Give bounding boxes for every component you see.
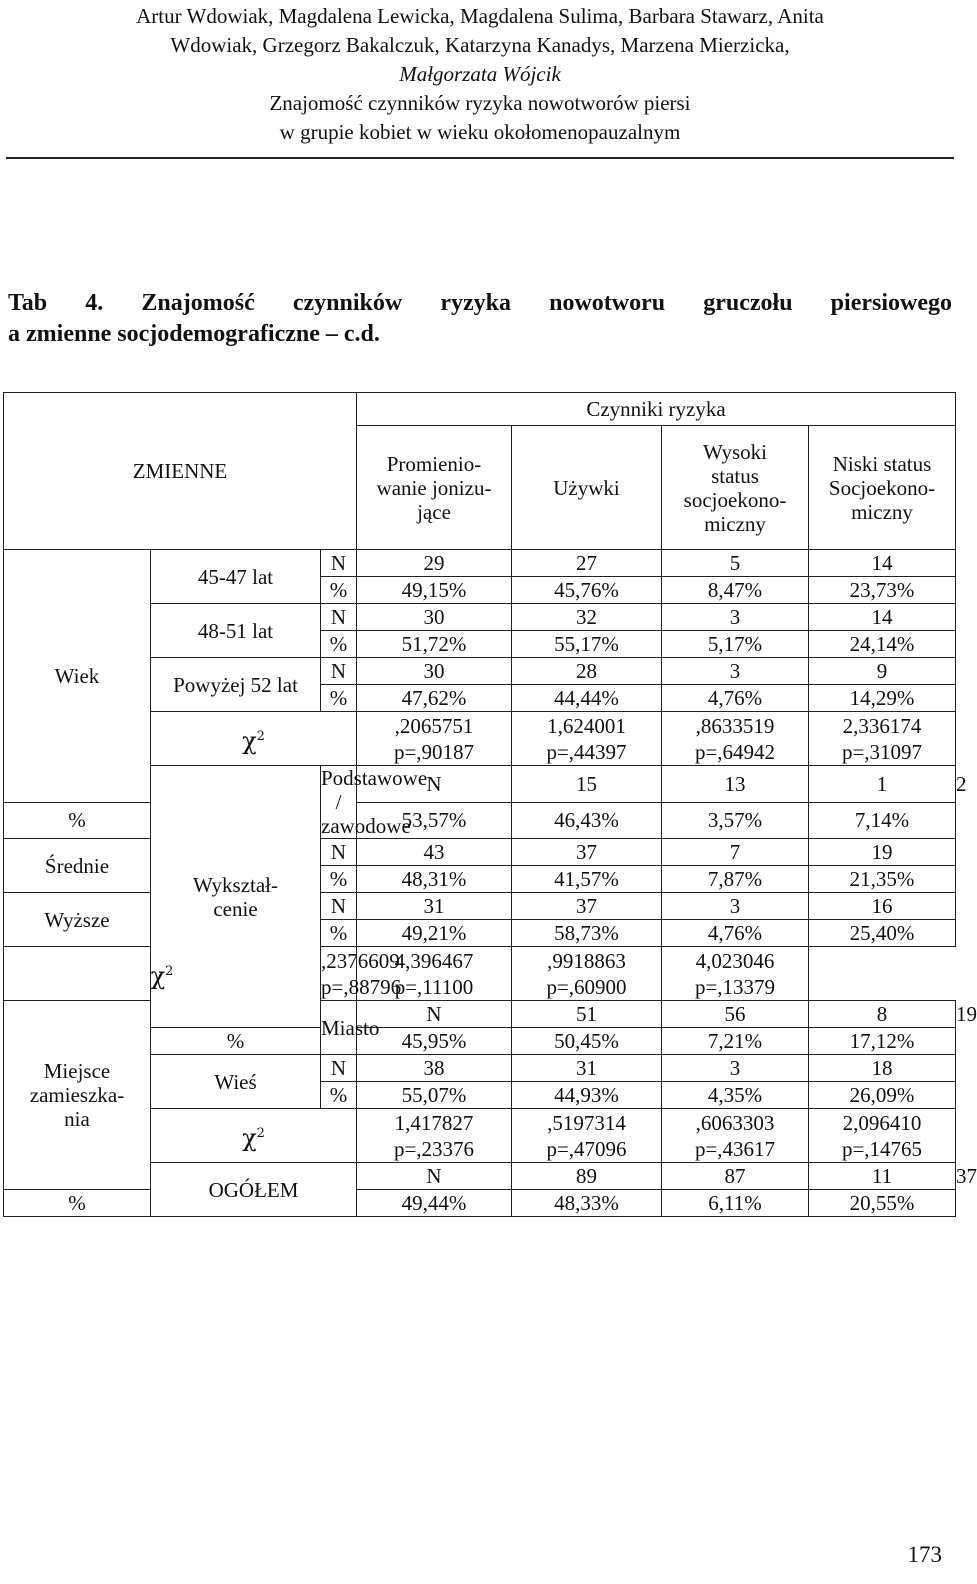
table-cell: 49,44% <box>357 1190 512 1217</box>
table-cell: 46,43% <box>512 802 662 839</box>
table-cell: ,5197314 p=,47096 <box>512 1109 662 1163</box>
table-cell: 28 <box>512 658 662 685</box>
table-cell: 20,55% <box>809 1190 956 1217</box>
table-cell: 4,76% <box>662 920 809 947</box>
table-cell: 3 <box>662 893 809 920</box>
article-title-line-2: w grupie kobiet w wieku okołomenopauzalnym <box>279 120 681 144</box>
chi-square-label: $\chi^2$ <box>151 1109 357 1163</box>
header-rule <box>6 157 954 159</box>
table-cell: 15 <box>512 766 662 803</box>
table-cell: 30 <box>357 658 512 685</box>
category-label: Wieś <box>151 1055 321 1109</box>
col-header-uzywki: Używki <box>512 426 662 550</box>
table-cell: 41,57% <box>512 866 662 893</box>
page-number: 173 <box>907 1542 942 1567</box>
table-cell: ,2065751 p=,90187 <box>357 712 512 766</box>
group-wiek: Wiek <box>4 550 151 803</box>
category-label: Średnie <box>4 839 151 893</box>
table-cell: 32 <box>512 604 662 631</box>
table-cell: 49,15% <box>357 577 512 604</box>
chi-square-label: $\chi^2$ <box>151 712 357 766</box>
table-cell: 14 <box>809 550 956 577</box>
table-cell: 4,396467 p=,11100 <box>357 947 512 1001</box>
table-cell: 30 <box>357 604 512 631</box>
category-label: Miasto <box>321 1001 357 1055</box>
table-cell: 7,87% <box>662 866 809 893</box>
table-cell: 8 <box>809 1001 956 1028</box>
table-cell: 19 <box>809 839 956 866</box>
row-type: % <box>4 1190 151 1217</box>
table-cell: 45,76% <box>512 577 662 604</box>
authors-line-3: Małgorzata Wójcik <box>399 62 561 86</box>
row-type: N <box>321 1055 357 1082</box>
table-cell: 50,45% <box>512 1028 662 1055</box>
table-cell: ,9918863 p=,60900 <box>512 947 662 1001</box>
caption-line-1: Tab 4. Znajomość czynników ryzyka nowotworu gruczołu piersiowego <box>8 290 952 316</box>
table-cell: 51 <box>512 1001 662 1028</box>
table-cell: 24,14% <box>809 631 956 658</box>
table-cell: 48,33% <box>512 1190 662 1217</box>
table-cell: 3 <box>662 604 809 631</box>
row-type: % <box>321 631 357 658</box>
table-cell: 4,76% <box>662 685 809 712</box>
table-cell: 6,11% <box>662 1190 809 1217</box>
table-cell: 51,72% <box>357 631 512 658</box>
table-cell: 27 <box>512 550 662 577</box>
table-cell: 26,09% <box>809 1082 956 1109</box>
table-cell: 31 <box>512 1055 662 1082</box>
table-cell: 4,023046 p=,13379 <box>662 947 809 1001</box>
row-type: N <box>321 550 357 577</box>
category-label: Wyższe <box>4 893 151 947</box>
table-cell: 44,44% <box>512 685 662 712</box>
table-cell: 43 <box>357 839 512 866</box>
table-cell: 5,17% <box>662 631 809 658</box>
row-type: N <box>321 658 357 685</box>
group-wyksztalcenie: Wykształ- cenie <box>151 766 321 1028</box>
table-cell: 31 <box>357 893 512 920</box>
table-cell: 4,35% <box>662 1082 809 1109</box>
table-cell: 2,096410 p=,14765 <box>809 1109 956 1163</box>
table-cell: 9 <box>809 658 956 685</box>
table-cell: ,8633519 p=,64942 <box>662 712 809 766</box>
table-cell: 48,31% <box>357 866 512 893</box>
row-type: % <box>321 866 357 893</box>
table-cell: 3,57% <box>662 802 809 839</box>
table-cell: 17,12% <box>809 1028 956 1055</box>
row-type: % <box>321 577 357 604</box>
table-cell: 38 <box>357 1055 512 1082</box>
table-cell: 58,73% <box>512 920 662 947</box>
col-header-niski-status: Niski status Socjoekono- miczny <box>809 426 956 550</box>
row-type: N <box>357 1001 512 1028</box>
table-cell: 1 <box>809 766 956 803</box>
table-cell: 3 <box>662 1055 809 1082</box>
table-cell: 18 <box>809 1055 956 1082</box>
table-cell: 29 <box>357 550 512 577</box>
table-cell: 16 <box>809 893 956 920</box>
table-cell: ,6063303 p=,43617 <box>662 1109 809 1163</box>
article-title-line-1: Znajomość czynników ryzyka nowotworów piersi <box>269 91 691 115</box>
row-type: N <box>357 766 512 803</box>
table-cell: 45,95% <box>357 1028 512 1055</box>
table-caption <box>8 288 952 350</box>
table-cell: 7 <box>662 839 809 866</box>
table-cell: 53,57% <box>357 802 512 839</box>
table-cell: 14,29% <box>809 685 956 712</box>
row-type: N <box>357 1163 512 1190</box>
row-type: N <box>321 604 357 631</box>
group-miejsce-zamieszkania: Miejsce zamieszka- nia <box>4 1001 151 1190</box>
table-cell: 89 <box>512 1163 662 1190</box>
table-cell: 14 <box>809 604 956 631</box>
table-cell: 5 <box>662 550 809 577</box>
table-cell: 1,624001 p=,44397 <box>512 712 662 766</box>
table-cell: 55,17% <box>512 631 662 658</box>
row-type: % <box>321 920 357 947</box>
zmienne-header: ZMIENNE <box>4 393 357 550</box>
category-label: 48-51 lat <box>151 604 321 658</box>
running-header <box>0 0 960 147</box>
row-type: N <box>321 839 357 866</box>
col-header-promieniowanie: Promienio- wanie jonizu- jące <box>357 426 512 550</box>
authors-line-2: Wdowiak, Grzegorz Bakalczuk, Katarzyna Kanadys, Marzena Mierzicka, <box>170 33 790 57</box>
table-cell: 2,336174 p=,31097 <box>809 712 956 766</box>
table-cell: 44,93% <box>512 1082 662 1109</box>
table-cell: 23,73% <box>809 577 956 604</box>
table-cell: 21,35% <box>809 866 956 893</box>
authors-line-1: Artur Wdowiak, Magdalena Lewicka, Magdalena Sulima, Barbara Stawarz, Anita <box>136 4 824 28</box>
table-cell: 13 <box>662 766 809 803</box>
row-type: % <box>321 685 357 712</box>
table-cell: 3 <box>662 658 809 685</box>
table-cell: 1,417827 p=,23376 <box>357 1109 512 1163</box>
risk-factors-header: Czynniki ryzyka <box>357 393 956 426</box>
table-cell: 55,07% <box>357 1082 512 1109</box>
table-cell: 7,21% <box>662 1028 809 1055</box>
category-label: 45-47 lat <box>151 550 321 604</box>
row-type: % <box>151 1028 321 1055</box>
table-cell: 8,47% <box>662 577 809 604</box>
chi-square-label: $\chi^2$ <box>4 947 321 1001</box>
row-type: % <box>4 802 151 839</box>
category-label: Podstawowe / zawodowe <box>321 766 428 838</box>
table-cell: 37 <box>512 839 662 866</box>
row-type: N <box>321 893 357 920</box>
table-cell: 87 <box>662 1163 809 1190</box>
total-label: OGÓŁEM <box>151 1163 357 1217</box>
table-cell: 25,40% <box>809 920 956 947</box>
col-header-wysoki-status: Wysoki status socjoekono- miczny <box>662 426 809 550</box>
caption-line-2: a zmienne socjodemograficzne – c.d. <box>8 321 380 347</box>
row-type: % <box>321 1082 357 1109</box>
table-cell: 47,62% <box>357 685 512 712</box>
table-cell: 11 <box>809 1163 956 1190</box>
table-cell: ,2376609 p=,88796 <box>321 948 402 999</box>
data-table: ZMIENNE Czynniki ryzyka Promienio- wanie jonizu- jące Używki Wysoki status socjoekono- miczny Niski status Socjoekono- miczny Wiek 45-47 lat N 29 27 5 14 % 49,15% 45,76% 8,47% 23,73% 48-51 lat N 30 32 3 14 % 51,72% 55,17% 5,17% 24,14% Powyżej 52 lat N 30 28 3 9 % 47,62% 44,44% 4,76% 14,29% $\chi^2$ ,2065751 p=,90187 1,624001 p=,44397 ,8633519 p=,64942 2,336174 p=,31097 Wykształ- cenie Podstawowe / zawodowe N 15 13 1 2 % 53,57% 46,43% 3,57% 7,14% Średnie N 43 37 7 19 % 48,31% 41,57% 7,87% 21,35% Wyższe N 31 37 3 16 % 49,21% 58,73% 4,76% 25,40% $\chi^2$ ,2376609 p=,88796 4,396467 p=,11100 ,9918863 p=,60900 4,023046 p=,13379 Miejsce zamieszka- nia Miasto N 51 56 8 19 % 45,95% 50,45% 7,21% 17,12% Wieś N 38 31 3 18 % 55,07% 44,93% 4,35% 26,09% $\chi^2$ 1,417827 p=,23376 ,5197314 p=,47096 ,6063303 p=,43617 2,096410 p=,14765 OGÓŁEM N 89 87 11 37 % 49,44% 48,33% 6,11% 20,55% <box>3 392 956 1217</box>
table-cell: 37 <box>512 893 662 920</box>
category-label: Powyżej 52 lat <box>151 658 321 712</box>
table-cell: 7,14% <box>809 802 956 839</box>
table-cell: 49,21% <box>357 920 512 947</box>
table-cell: 56 <box>662 1001 809 1028</box>
